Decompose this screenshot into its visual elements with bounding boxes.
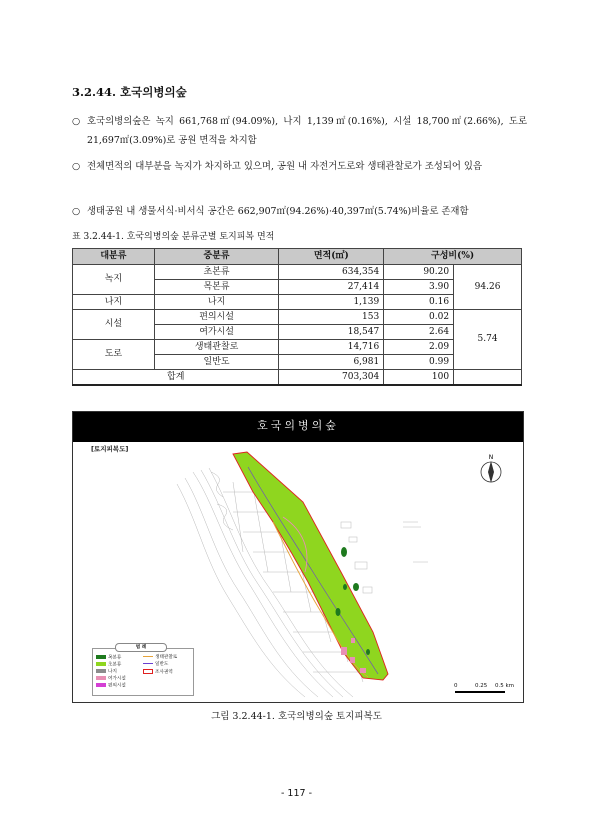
legend-item-woody (96, 655, 121, 661)
legend-item-bare (96, 669, 117, 675)
legend-label: 여가시설 (108, 676, 126, 682)
cell-ratio: 2.09 (384, 340, 454, 355)
cell-ratio: 3.90 (384, 280, 454, 295)
cell-minor: 생태관찰로 (154, 340, 279, 355)
cell-area: 153 (279, 310, 384, 325)
cell-area: 27,414 (279, 280, 384, 295)
cell-minor: 목본류 (154, 280, 279, 295)
bullet-mark: ○ (72, 116, 81, 127)
cell-group-ratio: 94.26 (454, 265, 522, 310)
map-legend (92, 645, 194, 696)
legend-label: 조사권역 (155, 670, 173, 675)
convenience-swatch (96, 683, 106, 687)
legend-item-herb (96, 662, 121, 668)
legend-label: 일반도 (155, 662, 169, 667)
scale-tick-2: 0.5 km (495, 683, 515, 689)
legend-item-convenience (96, 683, 126, 689)
woody-swatch (96, 655, 106, 659)
cell-minor: 여가시설 (154, 325, 279, 340)
cell-minor: 일반도 (154, 355, 279, 370)
cell-minor: 편의시설 (154, 310, 279, 325)
cell-ratio: 2.64 (384, 325, 454, 340)
header-area: 면적(㎡) (279, 249, 384, 265)
table-row (73, 310, 522, 325)
cell-area: 14,716 (279, 340, 384, 355)
bullet-area-summary (72, 112, 527, 150)
cell-total-ratio: 100 (384, 370, 454, 386)
north-label: N (488, 454, 494, 461)
legend-item-leisure (96, 676, 126, 682)
cell-ratio: 0.99 (384, 355, 454, 370)
cell-major: 도로 (73, 340, 155, 370)
north-arrow (476, 452, 506, 492)
page-number: - 117 - (280, 788, 313, 799)
leisure-swatch (96, 676, 106, 680)
legend-title: 범 례 (115, 643, 167, 652)
table-caption: 표 3.2.44-1. 호국의병의숲 분류군별 토지피복 면적 (72, 232, 275, 242)
herb-swatch (96, 662, 106, 666)
bullet-habitat (72, 202, 527, 221)
cell-minor: 나지 (154, 295, 279, 310)
cell-group-ratio: 5.74 (454, 310, 522, 370)
header-minor: 중분류 (154, 249, 279, 265)
legend-item-survey-area (143, 669, 173, 675)
header-major: 대분류 (73, 249, 155, 265)
cell-major: 시설 (73, 310, 155, 340)
legend-label: 목본류 (108, 655, 122, 661)
legend-label: 생태관찰로 (155, 655, 178, 660)
map-title: 호국의병의숲 (73, 412, 523, 442)
table-header-row (73, 249, 522, 265)
scale-tick-1: 0.25 (475, 683, 488, 689)
cell-minor: 초본류 (154, 265, 279, 280)
survey-area-swatch (143, 669, 153, 674)
bullet-text: 생태공원 내 생물서식·비서식 공간은 662,907㎡(94.26%)·40,397㎡(5.74%)비율로 존재함 (87, 206, 469, 217)
land-cover-table (72, 248, 522, 386)
legend-label: 나지 (108, 669, 117, 675)
legend-label: 편의시설 (108, 683, 126, 689)
bare-swatch (96, 669, 106, 673)
cell-ratio: 0.16 (384, 295, 454, 310)
bullet-text: 전체면적의 대부분을 녹지가 차지하고 있으며, 공원 내 자전거도로와 생태관찰로가 조성되어 있음 (87, 161, 483, 172)
road-swatch (143, 663, 153, 664)
land-cover-map (72, 411, 524, 703)
table-total-row (73, 370, 522, 386)
cell-area: 18,547 (279, 325, 384, 340)
scale-tick-0: 0 (454, 683, 458, 689)
cell-total-label: 합계 (73, 370, 279, 386)
cell-major: 녹지 (73, 265, 155, 295)
park-boundary (233, 452, 388, 680)
cell-major: 나지 (73, 295, 155, 310)
bullet-green-area (72, 157, 527, 176)
cell-area: 634,354 (279, 265, 384, 280)
cell-ratio: 0.02 (384, 310, 454, 325)
figure-caption: 그림 3.2.44-1. 호국의병의숲 토지피복도 (211, 711, 382, 722)
cell-area: 6,981 (279, 355, 384, 370)
legend-item-eco-trail (143, 655, 177, 661)
bullet-mark: ○ (72, 206, 81, 217)
header-ratio: 구성비(%) (384, 249, 522, 265)
cell-empty (454, 370, 522, 386)
table-row (73, 265, 522, 280)
north-arrow-icon (476, 452, 506, 488)
eco-trail-swatch (143, 656, 153, 657)
bullet-text: 호국의병의숲은 녹지 661,768㎡(94.09%), 나지 1,139㎡(0.16%), 시설 18,700㎡(2.66%), 도로 21,697㎡(3.09%)로 공원 면적을 차지함 (87, 116, 527, 146)
cell-area: 1,139 (279, 295, 384, 310)
section-heading: 3.2.44. 호국의병의숲 (72, 85, 187, 99)
cell-total-area: 703,304 (279, 370, 384, 386)
map-sublabel: [토지피복도] (91, 445, 129, 453)
bullet-mark: ○ (72, 161, 81, 172)
legend-label: 초본류 (108, 662, 122, 668)
scale-bar (455, 683, 515, 693)
legend-item-road (143, 662, 168, 668)
cell-ratio: 90.20 (384, 265, 454, 280)
